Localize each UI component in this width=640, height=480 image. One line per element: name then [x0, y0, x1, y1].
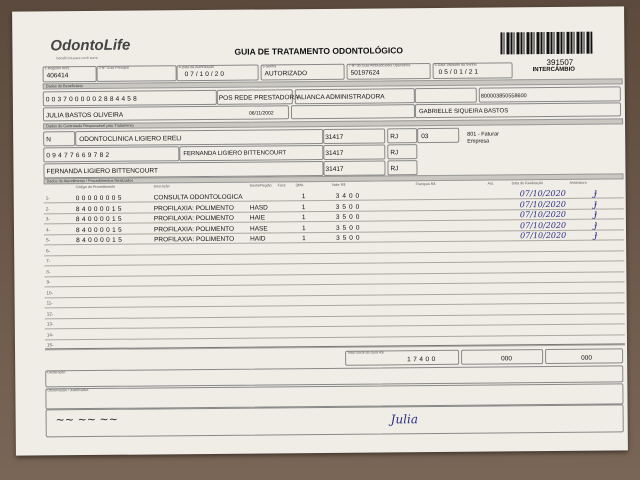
cbo: 03: [421, 133, 429, 141]
row-number: 7-: [46, 258, 51, 264]
uf: RJ: [390, 133, 399, 141]
row-line: [45, 302, 625, 308]
procedure-dente: HASE: [249, 224, 268, 233]
row-number: 15-: [46, 342, 54, 348]
form-title: GUIA DE TRATAMENTO ODONTOLÓGICO: [234, 45, 404, 57]
total-label: Total Geral da Guia R$: [347, 350, 384, 355]
data-autorizacao-label: 4-Data da Autorização: [178, 64, 215, 70]
atendimento-header: Dados do Atendimento / Procedimentos Realizados: [44, 173, 624, 184]
treatment-guide-form: [12, 6, 628, 455]
procedure-qtd: 1: [301, 203, 306, 211]
barcode: [500, 32, 592, 55]
procedure-valor: 3500: [336, 234, 363, 242]
procedure-descricao: PROFILAXIA: POLIMENTO: [154, 235, 235, 244]
procedure-signature-mark: ɟ: [593, 198, 597, 210]
col-assinatura: Assinatura: [569, 180, 587, 185]
procedure-descricao: PROFILAXIA: POLIMENTO: [153, 225, 235, 233]
data-validade-label: 6-Data Validade da Senha: [434, 62, 477, 67]
row-number: 12-: [46, 310, 54, 316]
procedure-descricao: PROFILAXIA: POLIMENTO: [153, 214, 234, 223]
procedure-codigo: 84000015: [75, 205, 124, 213]
procedure-valor: 3500: [335, 203, 363, 211]
col-franquia: Franquia R$: [415, 181, 436, 187]
procedure-signature-mark: ɟ: [593, 219, 598, 231]
nome-titular: GABRIELLE SIQUEIRA BASTOS: [418, 108, 509, 116]
procedure-descricao: CONSULTA ODONTOLOGICA: [153, 193, 243, 202]
row-number: 1-: [45, 195, 50, 201]
procedure-qtd: 1: [302, 235, 306, 243]
procedure-valor: 3500: [335, 213, 363, 221]
row-number: 3-: [45, 216, 50, 222]
row-number: 5-: [46, 237, 51, 243]
row-line: [44, 268, 624, 277]
guide-number: 391507: [546, 57, 574, 68]
procedure-qtd: 1: [301, 224, 306, 232]
row-line: [44, 247, 624, 256]
col-face: Face: [277, 183, 286, 188]
data-nascimento: 06/11/2002: [248, 110, 274, 117]
guide-type: INTERCÂMBIO: [532, 66, 575, 74]
procedure-dente: HAIE: [249, 214, 266, 222]
row-number: 10-: [46, 289, 54, 295]
beneficiario-header: Dados do Beneficiário: [43, 78, 623, 89]
contratado-nome: ODONTOCLINICA LIGIERO ERELI: [79, 135, 182, 144]
procedure-data: 07/10/2020: [519, 220, 567, 230]
procedure-data: 07/10/2020: [519, 188, 566, 199]
procedure-data: 07/10/2020: [519, 209, 567, 220]
procedure-signature-mark: ɟ: [593, 187, 597, 199]
executante-nome: FERNANDA LIGIERO BITTENCOURT: [46, 167, 158, 176]
nome-beneficiario: JULIA BASTOS OLIVEIRA: [45, 111, 124, 120]
signatures-box: [46, 404, 624, 437]
row-number: 6-: [46, 247, 51, 253]
col-qtd: Qtde: [295, 183, 304, 188]
row-line: [45, 310, 625, 319]
procedure-qtd: 1: [301, 214, 306, 222]
cns: 800003850558600: [480, 93, 527, 100]
col-aut: Aut.: [487, 181, 495, 186]
signature-beneficiario: Julia: [390, 412, 419, 427]
telefone-box: [291, 104, 415, 119]
declaracao-label: Declaração: [47, 370, 66, 375]
procedure-qtd: 1: [301, 193, 306, 201]
registro-ans-label: 1-Registro ANS: [44, 66, 70, 71]
cro-2: 31417: [325, 149, 344, 157]
contratado-header: Dados do Contratado Responsável pelo Tratamento: [43, 118, 623, 129]
row-number: 11-: [46, 300, 53, 306]
carteira: 0037000002884458: [45, 95, 139, 104]
row-number: 4-: [45, 226, 51, 232]
procedure-codigo: 84000015: [75, 215, 125, 224]
col-descricao: Descrição: [153, 184, 170, 189]
total-geral: 17400: [407, 355, 438, 364]
logo-tagline: benefícios para você sorrir: [56, 55, 98, 61]
guia-operadora-label: 7-Nº da Guia Atribuído pela Operadora: [348, 63, 411, 68]
row-number: 9-: [46, 279, 51, 285]
contratado-cnpj: 09477669782: [46, 151, 112, 160]
total-outro: 000: [581, 354, 593, 362]
procedure-valor: 3500: [335, 224, 363, 232]
col-data: Data de Realização: [511, 181, 543, 186]
procedure-dente: HASD: [249, 203, 268, 212]
cro: 31417: [325, 133, 344, 141]
empresa: ALIANCA ADMINISTRADORA: [296, 93, 385, 102]
procedure-codigo: 84000015: [76, 236, 125, 245]
uf-3: RJ: [390, 165, 399, 173]
senha-label: 5-Senha: [262, 64, 277, 69]
procedure-data: 07/10/2020: [519, 199, 566, 209]
data-validade: 05/01/21: [438, 68, 480, 76]
row-number: 14-: [46, 331, 54, 337]
uf-2: RJ: [390, 149, 399, 157]
senha: AUTORIZADO: [264, 70, 308, 78]
procedure-valor: 3400: [335, 192, 363, 200]
plano: POS REDE PRESTADORA: [218, 94, 299, 102]
procedure-descricao: PROFILAXIA: POLIMENTO: [153, 204, 234, 212]
cbos: 801 - Faturar Empresa: [467, 131, 499, 145]
row-line: [45, 331, 625, 340]
total-franquia: 000: [501, 355, 513, 363]
observacao-label: Observação / Justificativa: [47, 388, 89, 393]
procedure-data: 07/10/2020: [520, 230, 567, 241]
procedure-dente: HAID: [250, 235, 266, 243]
row-number: 2-: [45, 205, 50, 211]
col-dente: Dente/Região: [249, 183, 272, 188]
procedure-codigo: 00000005: [75, 194, 124, 203]
row-line: [45, 289, 625, 298]
num-guia-operadora: 50197624: [350, 69, 380, 77]
row-line: [44, 281, 624, 287]
col-codigo: Código do Procedimento: [75, 184, 116, 190]
col-valor: Valor R$: [331, 182, 346, 187]
row-number: 8-: [46, 268, 51, 274]
row-number: 13-: [46, 321, 54, 327]
procedure-codigo: 84000015: [75, 226, 125, 234]
signature-dentista: ~~ ~~ ~~: [55, 412, 118, 427]
contratado-codigo: N: [46, 136, 51, 144]
logo: OdontoLife: [50, 36, 131, 55]
procedure-signature-mark: ɟ: [593, 208, 598, 220]
cro-3: 31417: [325, 165, 344, 173]
row-line: [44, 260, 624, 266]
procedure-signature-mark: ɟ: [593, 229, 598, 241]
guia-principal-label: 3-Nº Guia Principal: [98, 65, 130, 70]
dentista-nome: FERNANDA LIGIERO BITTENCOURT: [183, 150, 287, 158]
data-autorizacao: 07/10/20: [184, 70, 226, 79]
validade-carteira-box: [415, 88, 477, 104]
row-line: [45, 323, 625, 329]
registro-ans: 406414: [46, 72, 69, 80]
